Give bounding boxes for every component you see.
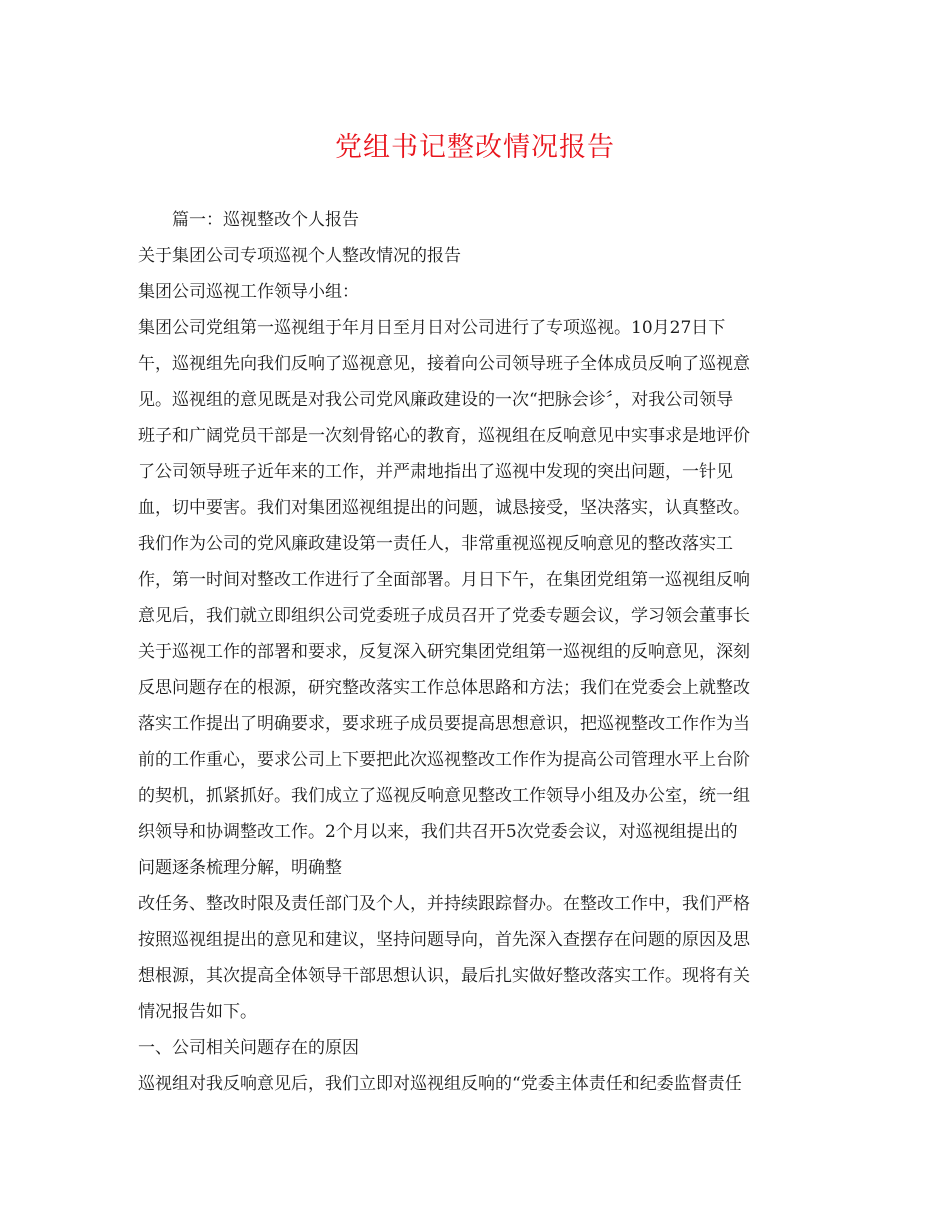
document-body (138, 202, 818, 1102)
paragraph-line: 班子和广阔党员干部是一次刻骨铭心的教育，巡视组在反响意见中实事求是地评价 (138, 426, 750, 446)
paragraph-line: 反思问题存在的根源，研究整改落实工作总体思路和方法；我们在党委会上就整改 (138, 678, 750, 698)
paragraph-line: 织领导和协调整改工作。2个月以来，我们共召开5次党委会议，对巡视组提出的 (138, 822, 738, 842)
paragraph-line: 改任务、整改时限及责任部门及个人，并持续跟踪督办。在整改工作中，我们严格 (138, 894, 750, 914)
paragraph-line: 我们作为公司的党风廉政建设第一责任人，非常重视巡视反响意见的整改落实工 (138, 534, 733, 554)
paragraph-line: 的契机，抓紧抓好。我们成立了巡视反响意见整改工作领导小组及办公室，统一组 (138, 786, 750, 806)
paragraph-line: 意见后，我们就立即组织公司党委班子成员召开了党委专题会议，学习领会董事长 (138, 606, 750, 626)
paragraph-line: 集团公司党组第一巡视组于年月日至月日对公司进行了专项巡视。10月27日下 (138, 318, 726, 338)
paragraph-line: 了公司领导班子近年来的工作，并严肃地指出了巡视中发现的突出问题，一针见 (138, 462, 733, 482)
section-heading: 篇一：巡视整改个人报告 (172, 210, 359, 230)
paragraph-line: 关于巡视工作的部署和要求，反复深入研究集团党组第一巡视组的反响意见，深刻 (138, 642, 750, 662)
paragraph-line: 按照巡视组提出的意见和建议，坚持问题导向，首先深入查摆存在问题的原因及思 (138, 930, 750, 950)
report-subtitle: 关于集团公司专项巡视个人整改情况的报告 (138, 246, 461, 266)
paragraph-line: 前的工作重心，要求公司上下要把此次巡视整改工作作为提高公司管理水平上台阶 (138, 750, 750, 770)
paragraph-line: 血，切中要害。我们对集团巡视组提出的问题，诚恳接受，坚决落实，认真整改。 (138, 498, 750, 518)
paragraph-line: 落实工作提出了明确要求，要求班子成员要提高思想意识，把巡视整改工作作为当 (138, 714, 750, 734)
section-heading: 一、公司相关问题存在的原因 (138, 1038, 359, 1058)
document-title: 党组书记整改情况报告 (335, 132, 615, 163)
paragraph-line: 问题逐条梳理分解，明确整 (138, 858, 342, 878)
paragraph-line: 情况报告如下。 (138, 1002, 257, 1022)
addressee: 集团公司巡视工作领导小组： (138, 282, 359, 302)
paragraph-line: 想根源，其次提高全体领导干部思想认识，最后扎实做好整改落实工作。现将有关 (138, 966, 750, 986)
paragraph-line: 午，巡视组先向我们反响了巡视意见，接着向公司领导班子全体成员反响了巡视意 (138, 354, 750, 374)
paragraph-line: 巡视组对我反响意见后，我们立即对巡视组反响的“党委主体责任和纪委监督责任 (138, 1074, 742, 1094)
paragraph-line: 见。巡视组的意见既是对我公司党风廉政建设的一次“把脉会诊〞，对我公司领导 (138, 390, 734, 410)
paragraph-line: 作，第一时间对整改工作进行了全面部署。月日下午，在集团党组第一巡视组反响 (138, 570, 750, 590)
